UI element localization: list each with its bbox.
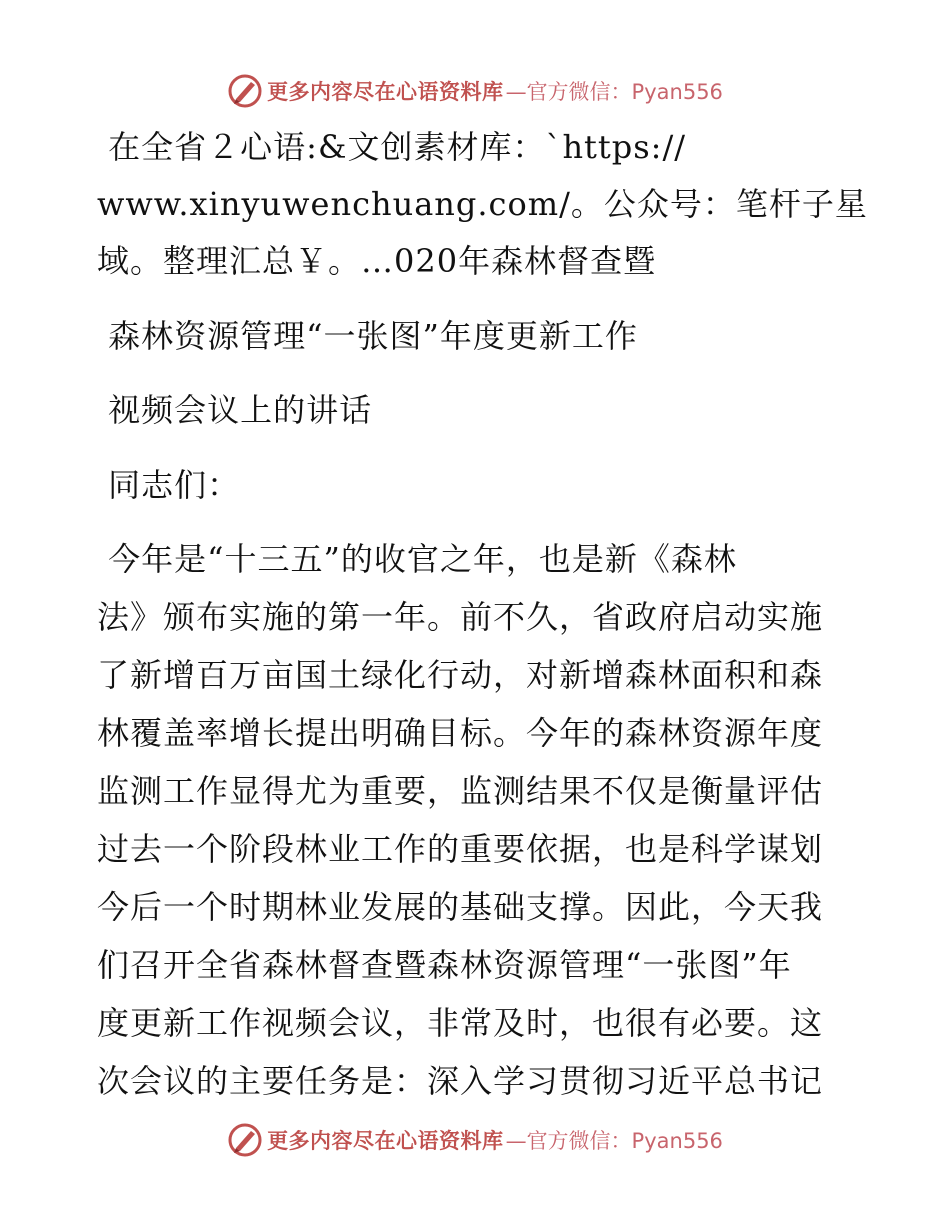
title-line: 视频会议上的讲话 [97, 391, 373, 429]
intro-line: 在全省２心语:&文创素材库：`https:// [97, 128, 687, 166]
watermark-text: 更多内容尽在心语资料库 [267, 80, 504, 104]
salutation: 同志们： [97, 466, 241, 504]
body-line: 法》颁布实施的第一年。前不久，省政府启动实施 [97, 598, 824, 636]
watermark-suffix: —官方微信：Pyan556 [505, 1129, 723, 1153]
body-line: 今年是“十三五”的收官之年，也是新《森林 [97, 540, 737, 578]
title-line: 森林资源管理“一张图”年度更新工作 [97, 317, 638, 355]
header-watermark [0, 71, 950, 111]
brush-pen-logo-icon [227, 73, 263, 109]
body-line: 度更新工作视频会议，非常及时，也很有必要。这 [97, 1004, 824, 1042]
brush-pen-logo-icon [227, 1122, 263, 1158]
body-line: 过去一个阶段林业工作的重要依据，也是科学谋划 [97, 830, 824, 868]
watermark-suffix: —官方微信：Pyan556 [505, 80, 723, 104]
body-line: 次会议的主要任务是：深入学习贯彻习近平总书记 [97, 1062, 824, 1100]
body-line: 今后一个时期林业发展的基础支撑。因此，今天我 [97, 888, 824, 926]
watermark-text: 更多内容尽在心语资料库 [267, 1129, 504, 1153]
footer-watermark [0, 1120, 950, 1160]
body-line: 监测工作显得尤为重要，监测结果不仅是衡量评估 [97, 772, 824, 810]
intro-line: 域。整理汇总￥。…020年森林督查暨 [97, 242, 657, 280]
body-line: 林覆盖率增长提出明确目标。今年的森林资源年度 [97, 714, 824, 752]
body-line: 们召开全省森林督查暨森林资源管理“一张图”年 [97, 946, 792, 984]
body-line: 了新增百万亩国土绿化行动，对新增森林面积和森 [97, 656, 824, 694]
intro-line: www.xinyuwenchuang.com/。公众号：笔杆子星 [97, 185, 868, 223]
